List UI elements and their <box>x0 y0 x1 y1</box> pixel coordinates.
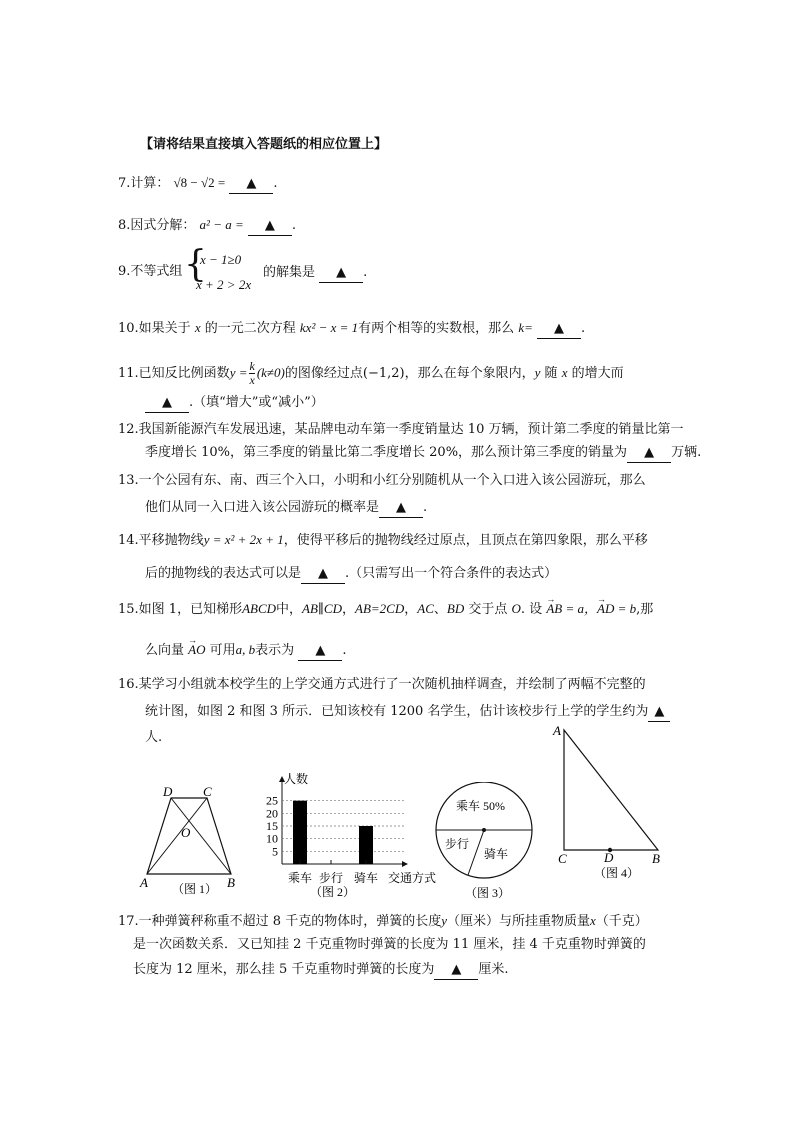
bar-1 <box>293 801 307 864</box>
diagonal-bd <box>171 798 231 874</box>
q15-text-5: ,那 <box>636 602 654 617</box>
figure-1 <box>135 780 245 900</box>
q17-answer-blank[interactable]: ▲ <box>434 961 478 980</box>
label-c: C <box>203 784 212 799</box>
pie-label-bus: 乘车 50% <box>456 799 505 813</box>
y-tick-label: 10 <box>266 831 278 846</box>
instruction: 【请将结果直接填入答题纸的相应位置上】 <box>140 137 388 152</box>
q11-text-2: 的图像经过点(−1,2)，那么在每个象限内， <box>284 366 535 381</box>
question-10 <box>118 319 585 339</box>
q11-text-3: 随 <box>544 366 558 381</box>
q14-answer-blank[interactable]: ▲ <box>301 565 345 584</box>
q10-equation: kx² − x = 1 <box>299 320 359 335</box>
q15-ac: AC <box>417 601 434 616</box>
q17-y: y <box>441 913 447 928</box>
label-c: C <box>558 851 567 866</box>
q17-text-2: （厘米）与所挂重物质量 <box>447 914 591 929</box>
q13-answer-blank[interactable]: ▲ <box>379 499 423 518</box>
category-label: 乘车 <box>287 871 313 885</box>
y-tick-label: 5 <box>272 844 278 859</box>
q15-line-2 <box>145 641 346 661</box>
q12-line-2-text: 季度增长 10%，第三季度的销量比第二季度增长 20%，那么预计第三季度的销量为 <box>145 445 628 460</box>
category-label: 步行 <box>318 871 344 885</box>
label-o: O <box>181 825 191 840</box>
question-15 <box>118 600 653 619</box>
q11-numerator: k <box>249 359 255 373</box>
label-a: A <box>140 875 148 890</box>
q10-k: k= <box>518 320 533 335</box>
q9-number: 9.不等式组 <box>118 264 183 279</box>
q11-y-var: y <box>534 365 541 380</box>
chart-ylabel: 人数 <box>284 772 309 786</box>
q7-end: . <box>273 176 278 191</box>
q17-line-3 <box>133 961 508 980</box>
figure-3-pie-chart <box>432 782 542 900</box>
q14-line-2-end: .（只需写出一个符合条件的表达式） <box>345 566 558 581</box>
q11-denominator: x <box>249 373 255 387</box>
q12-line-2-end: 万辆. <box>671 445 702 460</box>
q15-text-6: 可用 <box>209 643 236 658</box>
q9-inequality-1: x − 1≥0 <box>200 252 242 267</box>
bar-3 <box>359 826 373 864</box>
q16-line-2-text: 统计图，如图 2 和图 3 所示．已知该校有 1200 名学生，估计该校步行上学的学生约为 <box>145 704 649 719</box>
q7-expression: √8 − √2 = <box>173 175 226 190</box>
q16-answer-blank[interactable]: ▲ <box>648 703 670 722</box>
q15-eq-1: = a， <box>562 601 597 616</box>
label-a: A <box>553 723 561 738</box>
q15-sep-2: ， <box>404 602 418 617</box>
q15-cond-1: AB∥CD <box>302 601 342 616</box>
q15-text-2: 中， <box>276 602 303 617</box>
q11-text-4: 的增大而 <box>571 366 624 381</box>
q15-sep-3: 、 <box>433 602 447 617</box>
y-tick-label: 20 <box>266 806 278 821</box>
label-d: D <box>604 850 614 865</box>
q15-vector-ad: → AD <box>597 600 614 618</box>
figure-2-bar-chart <box>252 768 442 900</box>
pie-label-walk: 步行 <box>445 837 470 851</box>
q15-vector-ab: → AB <box>546 600 562 618</box>
question-14 <box>118 531 648 550</box>
category-label: 骑车 <box>353 871 379 885</box>
q15-text-1: 15.如图 1，已知梯形 <box>118 602 243 617</box>
figure-2-caption: （图 2） <box>310 885 356 899</box>
q9-brace: { <box>184 244 207 285</box>
diagonal-ac <box>147 798 207 874</box>
q17-line-3-text: 长度为 12 厘米，那么挂 5 千克重物时弹簧的长度为 <box>133 962 435 977</box>
triangle-outline <box>564 730 658 850</box>
q7-answer-blank[interactable]: ▲ <box>229 175 273 194</box>
q13-line-1: 13.一个公园有东、南、西三个入口，小明和小红分别随机从一个入口进入该公园游玩，那么 <box>118 473 646 488</box>
q15-text-4: . 设 <box>520 602 543 617</box>
q17-line-2: 是一次函数关系．又已知挂 2 千克重物时弹簧的长度为 11 厘米，挂 4 千克重物时弹簧的 <box>133 937 646 952</box>
y-tick-label: 15 <box>266 819 278 833</box>
q9-tail <box>263 264 367 283</box>
q8-expression: a² − a = <box>199 217 244 232</box>
pie-center <box>482 828 486 832</box>
q16-line-1: 16.某学习小组就本校学生的上学交通方式进行了一次随机抽样调查，并绘制了两幅不完整的 <box>118 677 646 692</box>
question-7 <box>118 174 278 194</box>
pie-label-bike: 骑车 <box>484 847 509 861</box>
question-8 <box>118 216 296 236</box>
q17-text-1: 17.一种弹簧秤称重不超过 8 千克的物体时，弹簧的长度 <box>118 914 442 929</box>
q9-end: . <box>363 265 368 280</box>
q10-text-1: 10.如果关于 <box>118 321 191 336</box>
q10-end: . <box>581 321 586 336</box>
figure-4 <box>548 720 668 888</box>
q13-line-2-text: 他们从同一入口进入该公园游玩的概率是 <box>145 500 380 515</box>
q11-x-var: x <box>561 365 568 380</box>
label-d: D <box>163 784 173 799</box>
label-b: B <box>227 875 235 890</box>
q11-line-2-text: .（填“增大”或“减小”） <box>189 395 324 410</box>
q15-bd: BD <box>446 601 465 616</box>
q9-inequality-2: x + 2 > 2x <box>196 277 252 292</box>
q12-line-1: 12.我国新能源汽车发展迅速，某品牌电动车第一季度销量达 10 万辆，预计第二季度的销量比第一 <box>118 422 684 437</box>
q13-end: . <box>423 500 428 515</box>
q10-answer-blank[interactable]: ▲ <box>537 320 581 339</box>
q7-number: 7.计算： <box>118 176 170 191</box>
q14-line-2 <box>145 565 557 584</box>
question-11 <box>118 360 624 387</box>
q11-condition: (k≠0) <box>256 365 285 380</box>
q14-line-2-text: 后的抛物线的表达式可以是 <box>145 566 302 581</box>
q15-answer-blank[interactable]: ▲ <box>298 642 342 661</box>
chart-xlabel: 交通方式 <box>388 871 437 885</box>
q12-answer-blank[interactable]: ▲ <box>627 444 671 463</box>
q17-line-3-end: 厘米. <box>478 962 509 977</box>
q14-expression: y = x² + 2x + 1 <box>203 532 284 547</box>
q10-text-3: 有两个相等的实数根，那么 <box>358 321 515 336</box>
question-17 <box>118 912 648 931</box>
q11-text-1: 11.已知反比例函数 <box>118 366 230 381</box>
q17-text-3: （千克） <box>595 914 648 929</box>
q9-tail-text: 的解集是 <box>263 265 316 280</box>
q15-text-7: 表示为 <box>255 643 295 658</box>
q15-eq-2: = b <box>614 601 637 616</box>
question-11-line-2 <box>145 394 324 413</box>
q17-x: x <box>590 913 596 928</box>
pie-walk-bike-divider <box>468 830 484 875</box>
q11-y: y = <box>229 365 248 380</box>
q13-line-2 <box>145 499 427 518</box>
q15-cond-2: AB=2CD <box>355 601 405 616</box>
q16-line-3: 人. <box>145 730 163 745</box>
q15-line-2-text: 么向量 <box>145 643 185 658</box>
q15-abcd: ABCD <box>242 601 277 616</box>
figure-4-caption: （图 4） <box>594 866 640 880</box>
q15-end: . <box>342 643 347 658</box>
q9-answer-blank[interactable]: ▲ <box>319 264 363 283</box>
figure-1-caption: （图 1） <box>172 882 218 896</box>
label-b: B <box>652 851 660 866</box>
q11-answer-blank[interactable]: ▲ <box>145 394 189 413</box>
q8-end: . <box>291 218 297 233</box>
q15-o: O <box>511 601 521 616</box>
q10-text-2: 的一元二次方程 <box>204 321 296 336</box>
q15-text-3: 交于点 <box>468 602 508 617</box>
q10-x: x <box>194 320 201 335</box>
q15-a-b: a, b <box>235 642 256 657</box>
x-axis-arrow <box>402 861 408 867</box>
figure-3-caption: （图 3） <box>465 886 511 900</box>
q8-answer-blank[interactable]: ▲ <box>248 217 292 236</box>
q11-fraction <box>249 360 254 387</box>
q12-line-2 <box>145 444 701 463</box>
q14-text-2: ，使得平移后的抛物线经过原点，且顶点在第四象限，那么平移 <box>283 533 648 548</box>
q8-number: 8.因式分解： <box>118 218 196 233</box>
q15-sep: ， <box>342 602 356 617</box>
q15-vector-ao: → AO <box>188 641 205 659</box>
q14-text-1: 14.平移抛物线 <box>118 533 204 548</box>
y-tick-label: 25 <box>266 793 278 808</box>
